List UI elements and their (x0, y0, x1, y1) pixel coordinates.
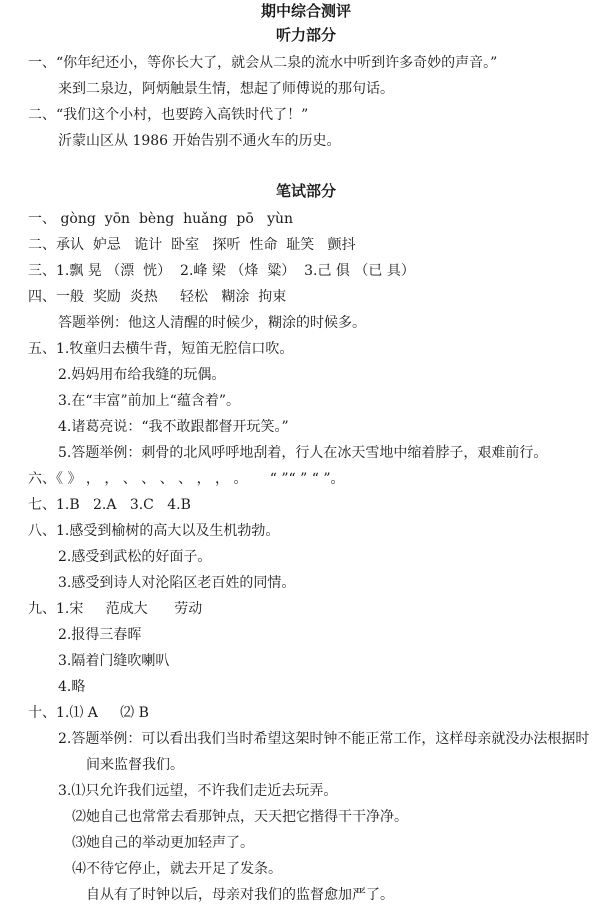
written-heading: 笔试部分 (275, 182, 336, 200)
written-line: ⑵她自己也常常去看那钟点，天天把它揩得干干净净。 (72, 809, 408, 825)
written-line: 三、1.飘 晃 （漂 恍） 2.峰 梁 （烽 粱） 3.己 俱 （已 具） (28, 263, 415, 279)
written-line: 七、1.B 2.A 3.C 4.B (28, 497, 191, 513)
written-line: 4.诸葛亮说：“我不敢跟都督开玩笑。” (58, 419, 289, 435)
written-line: 2.答题举例：可以看出我们当时希望这架时钟不能正常工作，这样母亲就没办法根据时 (58, 731, 590, 747)
written-line: 4.略 (58, 679, 86, 695)
written-line: 3.在“丰富”前加上“蕴含着”。 (58, 393, 240, 409)
written-line: 3.⑴只允许我们远望，不许我们走近去玩弄。 (58, 783, 338, 799)
written-line: ⑷不待它停止，就去开足了发条。 (72, 861, 282, 877)
listening-heading: 听力部分 (275, 26, 336, 44)
written-line: 一、 gòng yōn bèng huǎng pō yùn (28, 211, 294, 227)
listening-line: 二、“我们这个小村，也要跨入高铁时代了！” (28, 107, 309, 123)
written-line: 五、1.牧童归去横牛背，短笛无腔信口吹。 (28, 341, 294, 357)
written-line: ⑶她自己的举动更加轻声了。 (72, 835, 254, 851)
written-line: 答题举例：他这人清醒的时候少，糊涂的时候多。 (58, 315, 366, 331)
written-line: 3.隔着门缝吹喇叭 (58, 653, 170, 669)
written-line: 二、承认 妒忌 诡计 卧室 探听 性命 耻笑 颤抖 (28, 237, 356, 253)
written-line: 2.报得三春晖 (58, 627, 142, 643)
written-line: 2.妈妈用布给我缝的玩偶。 (58, 367, 226, 383)
listening-line: 沂蒙山区从 1986 开始告别不通火车的历史。 (58, 133, 341, 149)
written-line: 5.答题举例：刺骨的北风呼呼地刮着，行人在冰天雪地中缩着脖子，艰难前行。 (58, 445, 548, 461)
listening-line: 一、“你年纪还小，等你长大了，就会从二泉的流水中听到许多奇妙的声音。” (28, 55, 498, 71)
listening-line: 来到二泉边，阿炳触景生情，想起了师傅说的那句话。 (58, 81, 394, 97)
written-line: 九、1.宋 范成大 劳动 (28, 601, 203, 617)
written-line: 3.感受到诗人对沦陷区老百姓的同情。 (58, 575, 296, 591)
written-line: 自从有了时钟以后，母亲对我们的监督愈加严了。 (86, 887, 394, 903)
written-line: 2.感受到武松的好面子。 (58, 549, 212, 565)
written-line: 八、1.感受到榆树的高大以及生机勃勃。 (28, 523, 280, 539)
written-line: 间来监督我们。 (86, 757, 184, 773)
written-line: 四、一般 奖励 炎热 轻松 糊涂 拘束 (28, 289, 287, 305)
written-line: 十、1.⑴ A ⑵ B (28, 705, 149, 721)
page-title: 期中综合测评 (260, 2, 351, 20)
written-line: 六、《 》 ， ， 、 、 、 、 ， ， 。 “ ”“ ” “ ”。 (28, 471, 345, 487)
